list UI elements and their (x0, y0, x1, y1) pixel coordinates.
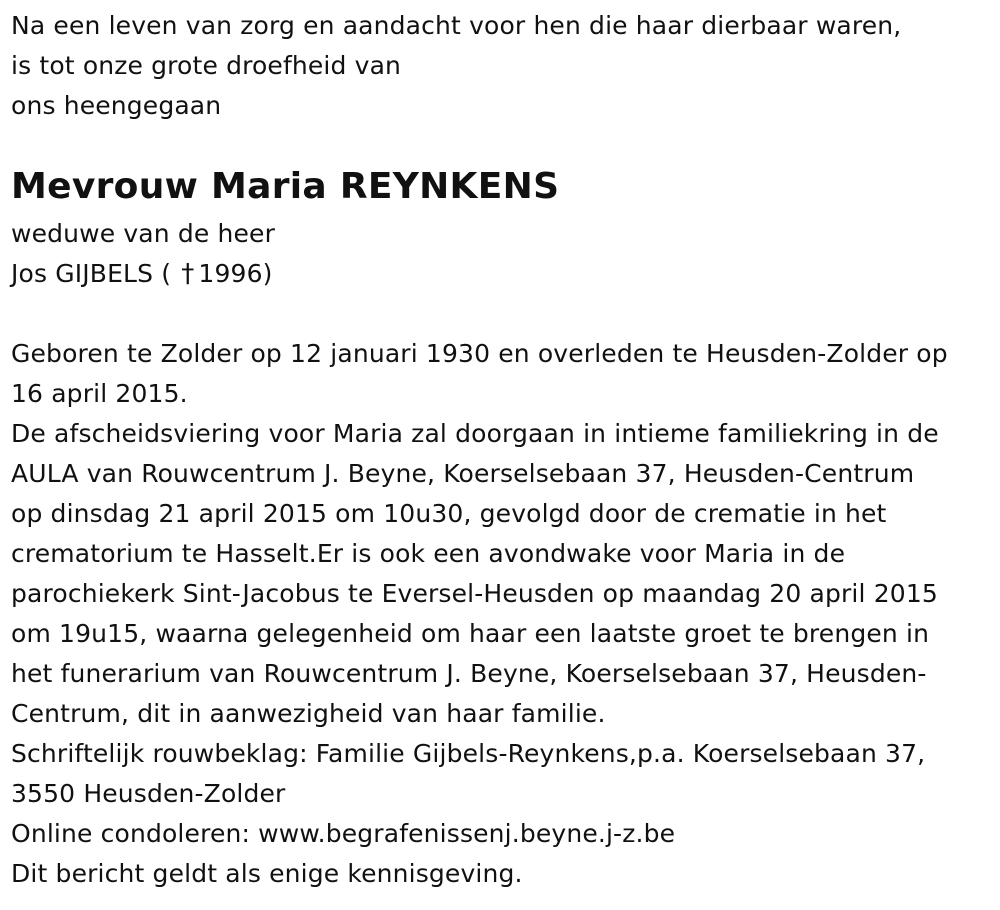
body-line: Dit bericht geldt als enige kennisgeving. (11, 859, 523, 888)
cross-icon: † (181, 259, 195, 289)
deceased-name: Mevrouw Maria REYNKENS (11, 166, 560, 207)
spouse-info (11, 214, 275, 294)
deceased-name-block (11, 162, 559, 212)
body-line: 3550 Heusden-Zolder (11, 779, 286, 808)
intro-line: is tot onze grote droefheid van (11, 51, 402, 80)
body-line: op dinsdag 21 april 2015 om 10u30, gevolgd door de crematie in het (11, 499, 887, 528)
body-line: parochiekerk Sint-Jacobus te Eversel-Heusden op maandag 20 april 2015 (11, 579, 938, 608)
body-line: Geboren te Zolder op 12 januari 1930 en overleden te Heusden-Zolder op (11, 339, 948, 368)
spouse-name: Jos GIJBELS ( (11, 259, 172, 288)
spouse-name-line (11, 254, 275, 294)
intro-line: Na een leven van zorg en aandacht voor hen die haar dierbaar waren, (11, 11, 902, 40)
body-line: AULA van Rouwcentrum J. Beyne, Koerselsebaan 37, Heusden-Centrum (11, 459, 915, 488)
intro-line: ons heengegaan (11, 91, 222, 120)
body-line: het funerarium van Rouwcentrum J. Beyne, Koerselsebaan 37, Heusden- (11, 659, 927, 688)
spouse-death-year: 1996) (198, 259, 273, 288)
body-line: 16 april 2015. (11, 379, 188, 408)
body-line: Online condoleren: www.begrafenissenj.beyne.j-z.be (11, 819, 676, 848)
notice-body (11, 334, 948, 894)
spouse-line: weduwe van de heer (11, 219, 276, 248)
body-line: Centrum, dit in aanwezigheid van haar familie. (11, 699, 606, 728)
body-line: om 19u15, waarna gelegenheid om haar een laatste groet te brengen in (11, 619, 930, 648)
body-line: crematorium te Hasselt.Er is ook een avondwake voor Maria in de (11, 539, 846, 568)
body-line: Schriftelijk rouwbeklag: Familie Gijbels-Reynkens,p.a. Koerselsebaan 37, (11, 739, 926, 768)
intro-text (11, 6, 901, 126)
body-line: De afscheidsviering voor Maria zal doorgaan in intieme familiekring in de (11, 419, 939, 448)
